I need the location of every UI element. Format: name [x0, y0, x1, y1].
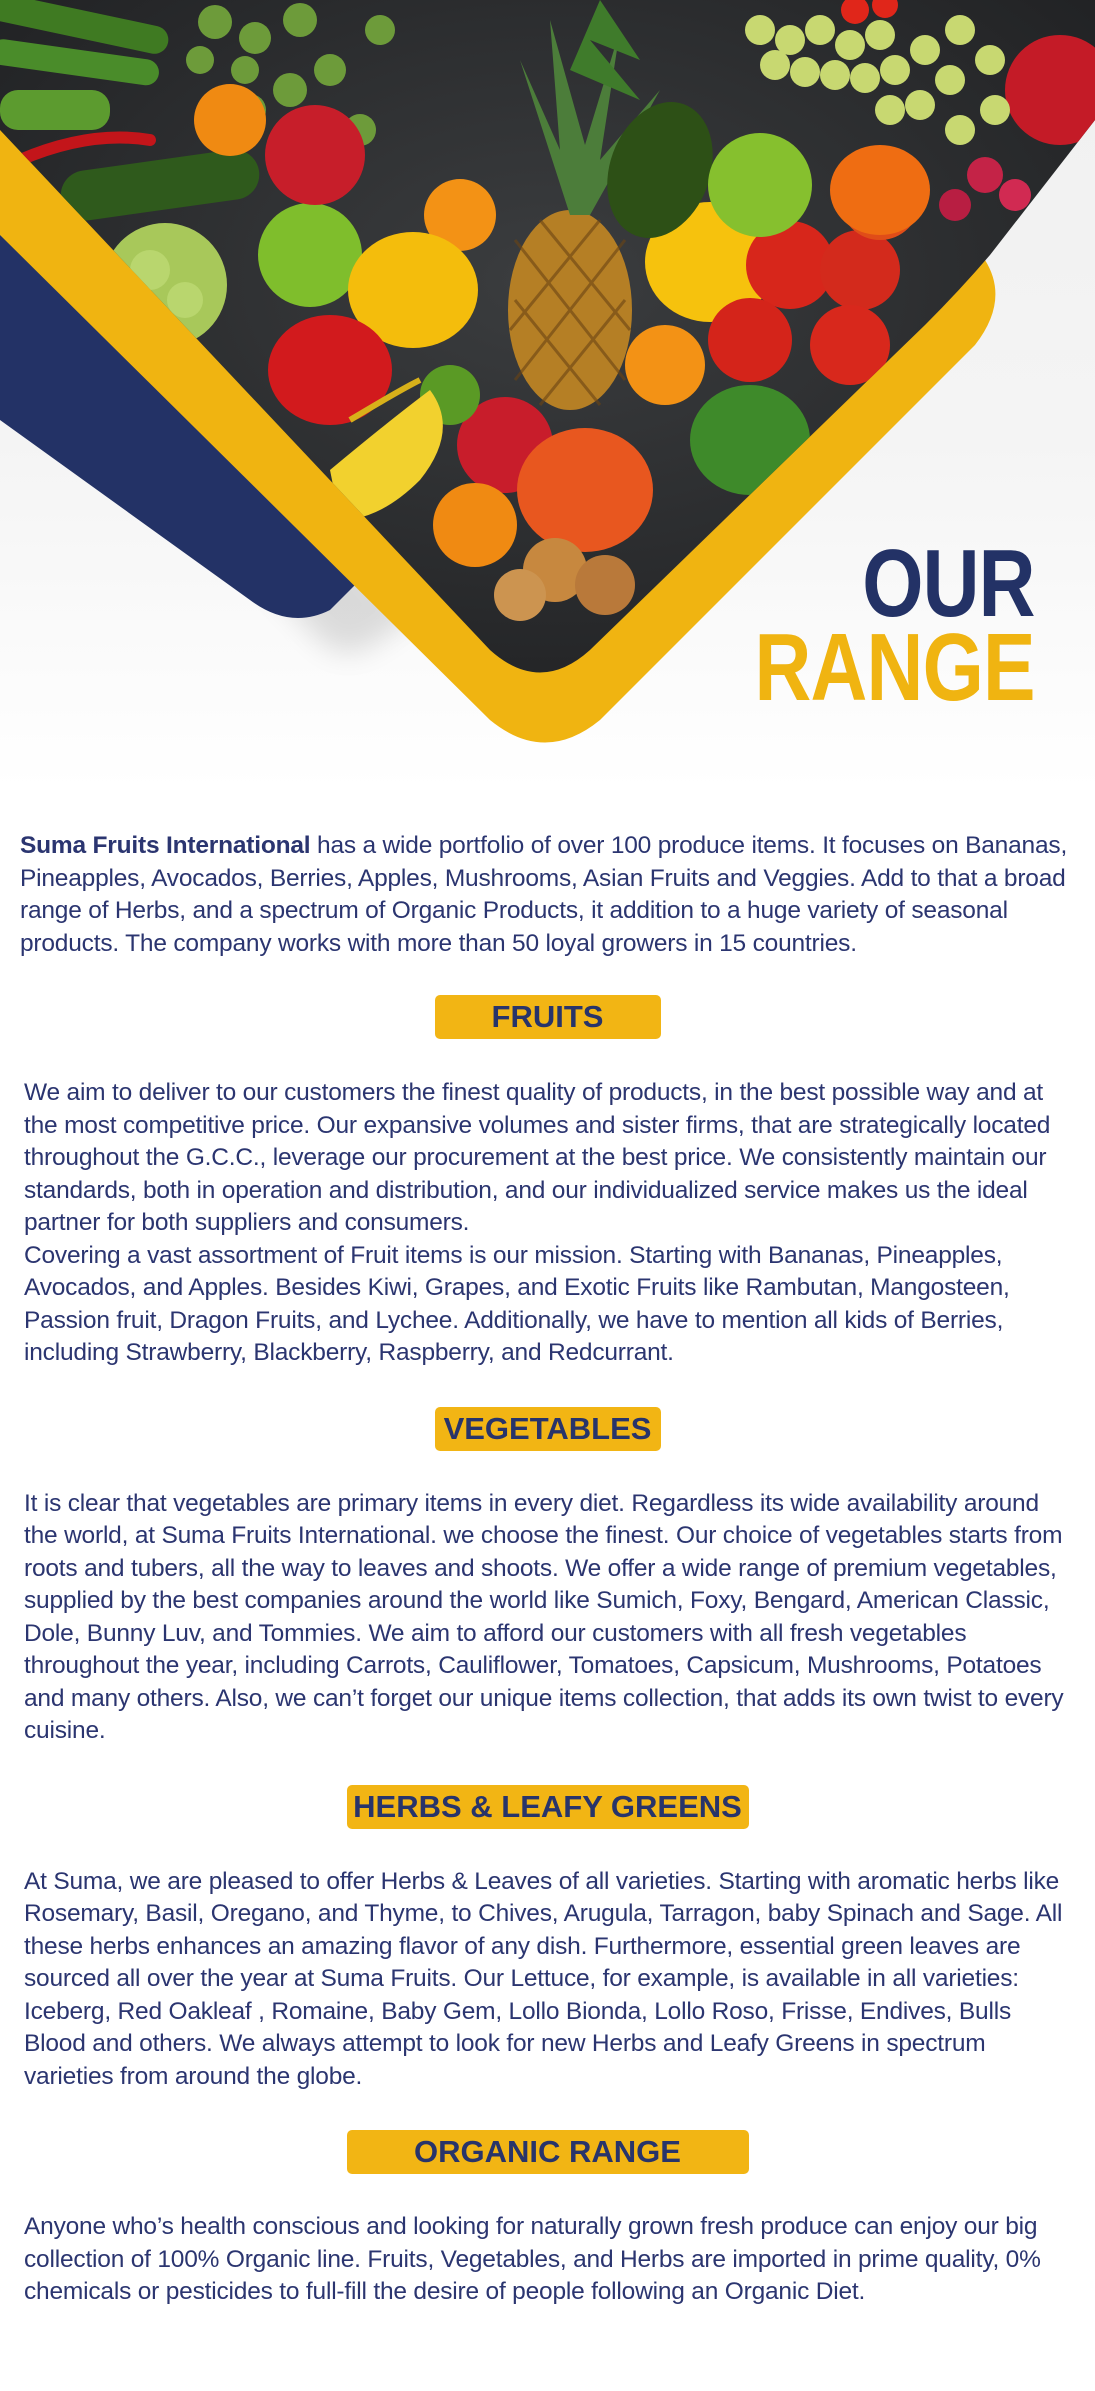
intro-paragraph — [0, 830, 1095, 960]
herbs-paragraph: At Suma, we are pleased to offer Herbs & Leaves of all varieties. Starting with aromatic herbs like Rosemary, Basil, Oregano, and Thyme, to Chives, Arugula, Tarragon, baby Spinach and Sage. All these herbs enhances an amazing flavor of any dish. Furthermore, essential green leaves are sourced all over the year at Suma Fruits. Our Lettuce, for example, is available in all varieties: Iceberg, Red Oakleaf , Romaine, Baby Gem, Lollo Bionda, Lollo Roso, Frisse, Endives, Bulls Blood and others. We always attempt to look for new Herbs and Leafy Greens in spectrum varieties from around the globe. — [24, 1867, 1063, 2090]
fruits-paragraph-1: We aim to deliver to our customers the finest quality of products, in the best possible way and at the most competitive price. Our expansive volumes and sister firms, that are strategically located throughout the G.C.C., leverage our procurement at the best price. We consistently maintain our standards, both in operation and distribution, and our individualized service makes us the ideal partner for both suppliers and consumers. — [24, 1079, 1051, 1236]
title-line-our: OUR — [862, 530, 1035, 637]
section-heading-herbs: HERBS & LEAFY GREENS — [347, 1785, 749, 1829]
title-line-range: RANGE — [754, 614, 1035, 721]
intro-text: has a wide portfolio of over 100 produce items. It focuses on Bananas, Pineapples, Avocados, Berries, Apples, Mushrooms, Asian Fruits and Veggies. Add to that a broad range of Herbs, and a spectrum of Organic Products, it addition to a huge variety of seasonal products. The company works with more than 50 loyal growers in 15 countries. — [20, 832, 1068, 957]
intro-company-name: Suma Fruits International — [20, 832, 311, 859]
section-heading-vegetables: VEGETABLES — [435, 1407, 661, 1451]
organic-paragraph: Anyone who’s health conscious and looking for naturally grown fresh produce can enjoy our big collection of 100% Organic line. Fruits, Vegetables, and Herbs are imported in prime quality, 0% chemicals or pesticides to full-fill the desire of people following an Organic Diet. — [24, 2213, 1041, 2305]
content — [0, 830, 1095, 2309]
fruits-paragraph-2: Covering a vast assortment of Fruit items is our mission. Starting with Bananas, Pineapples, Avocados, and Apples. Besides Kiwi, Grapes, and Exotic Fruits like Rambutan, Mangosteen, Passion fruit, Dragon Fruits, and Lychee. Additionally, we have to mention all kids of Berries, including Strawberry, Blackberry, Raspberry, and Redcurrant. — [24, 1241, 1010, 1366]
hero-banner — [0, 0, 1095, 790]
section-heading-organic: ORGANIC RANGE — [347, 2130, 749, 2174]
vegetables-paragraph: It is clear that vegetables are primary items in every diet. Regardless its wide availability around the world, at Suma Fruits International. we choose the finest. Our choice of vegetables starts from roots and tubers, all the way to leaves and shoots. We offer a wide range of premium vegetables, supplied by the best companies around the world like Sumich, Foxy, Bengard, American Classic, Dole, Bunny Luv, and Tommies. We aim to afford our customers with all fresh vegetables throughout the year, including Carrots, Cauliflower, Tomatoes, Capsicum, Mushrooms, Potatoes and many others. Also, we can’t forget our unique items collection, that adds its own twist to every cuisine. — [24, 1489, 1064, 1744]
page-title — [754, 530, 1035, 721]
section-heading-fruits: FRUITS — [435, 995, 661, 1039]
